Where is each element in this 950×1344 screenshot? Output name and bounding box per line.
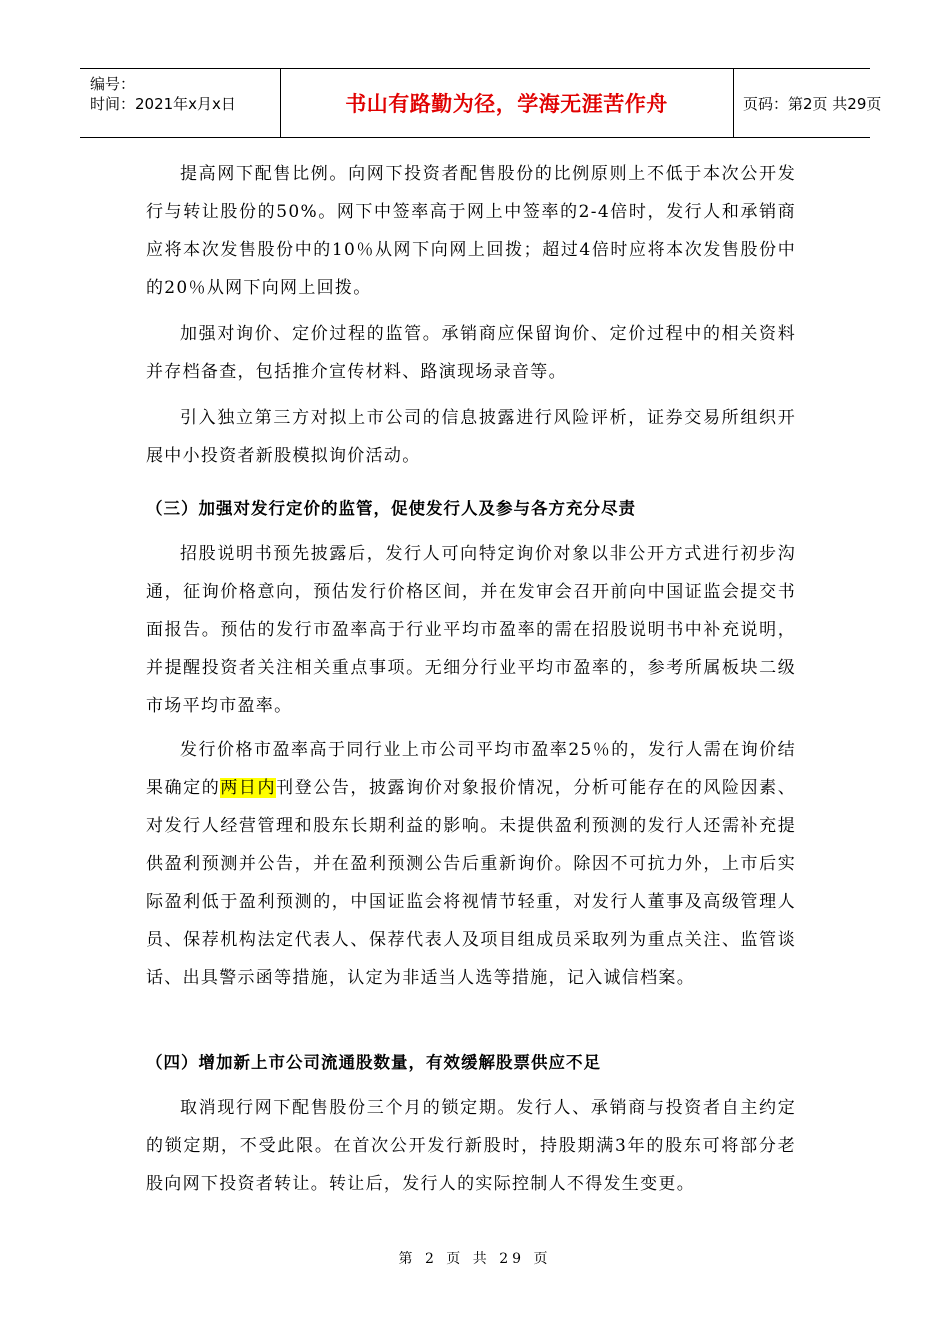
page-header [80, 68, 882, 138]
pe-ratio-text-start: 发行价格市盈率高于同行业上市公司平均市盈率25％的，发行人需在询价结果确定的 [146, 740, 796, 798]
header-meta-cell [80, 69, 281, 137]
page-footer: 第 2 页 共 29 页 [398, 1251, 552, 1267]
paragraph-offline-allocation: 提高网下配售比例。向网下投资者配售股份的比例原则上不低于本次公开发行与转让股份的50%。网下中签率高于网上中签率的2-4倍时，发行人和承销商应将本次发售股份中的10％从网下向网上回拨；超过4倍时应将本次发售股份中的20％从网下向网上回拨。 [146, 164, 796, 298]
highlighted-two-days: 两日内 [220, 778, 277, 798]
paragraph-pe-ratio [146, 731, 796, 997]
header-motto-cell [280, 69, 734, 137]
header-page-cell [733, 69, 882, 137]
section-heading-4: （四）增加新上市公司流通股数量，有效缓解股票供应不足 [146, 1053, 601, 1072]
section-heading-3: （三）加强对发行定价的监管，促使发行人及参与各方充分尽责 [146, 499, 636, 518]
paragraph-inquiry-supervision: 加强对询价、定价过程的监管。承销商应保留询价、定价过程中的相关资料并存档备查，包括推介宣传材料、路演现场录音等。 [146, 324, 796, 382]
doc-time-label: 时间：2021年x月x日 [90, 95, 236, 113]
pe-ratio-text-end: 刊登公告，披露询价对象报价情况，分析可能存在的风险因素、对发行人经营管理和股东长期利益的影响。未提供盈利预测的发行人还需补充提供盈利预测并公告，并在盈利预测公告后重新询价。除因不可抗力外，上市后实际盈利低于盈利预测的，中国证监会将视情节轻重，对发行人董事及高级管理人员、保荐机构法定代表人、保荐代表人及项目组成员采取列为重点关注、监管谈话、出具警示函等措施，认定为非适当人选等措施，记入诚信档案。 [146, 778, 797, 988]
header-page-info: 页码：第2页 共29页 [743, 94, 882, 113]
doc-number-label: 编号： [90, 75, 136, 93]
paragraph-prospectus-disclosure: 招股说明书预先披露后，发行人可向特定询价对象以非公开方式进行初步沟通，征询价格意向，预估发行价格区间，并在发审会召开前向中国证监会提交书面报告。预估的发行市盈率高于行业平均市盈率的需在招股说明书中补充说明，并提醒投资者关注相关重点事项。无细分行业平均市盈率的，参考所属板块二级市场平均市盈率。 [146, 544, 796, 716]
header-motto: 书山有路勤为径，学海无涯苦作舟 [345, 92, 668, 116]
paragraph-third-party-review: 引入独立第三方对拟上市公司的信息披露进行风险评析，证券交易所组织开展中小投资者新股模拟询价活动。 [146, 408, 796, 466]
paragraph-lockup-period: 取消现行网下配售股份三个月的锁定期。发行人、承销商与投资者自主约定的锁定期，不受此限。在首次公开发行新股时，持股期满3年的股东可将部分老股向网下投资者转让。转让后，发行人的实际控制人不得发生变更。 [146, 1098, 796, 1194]
